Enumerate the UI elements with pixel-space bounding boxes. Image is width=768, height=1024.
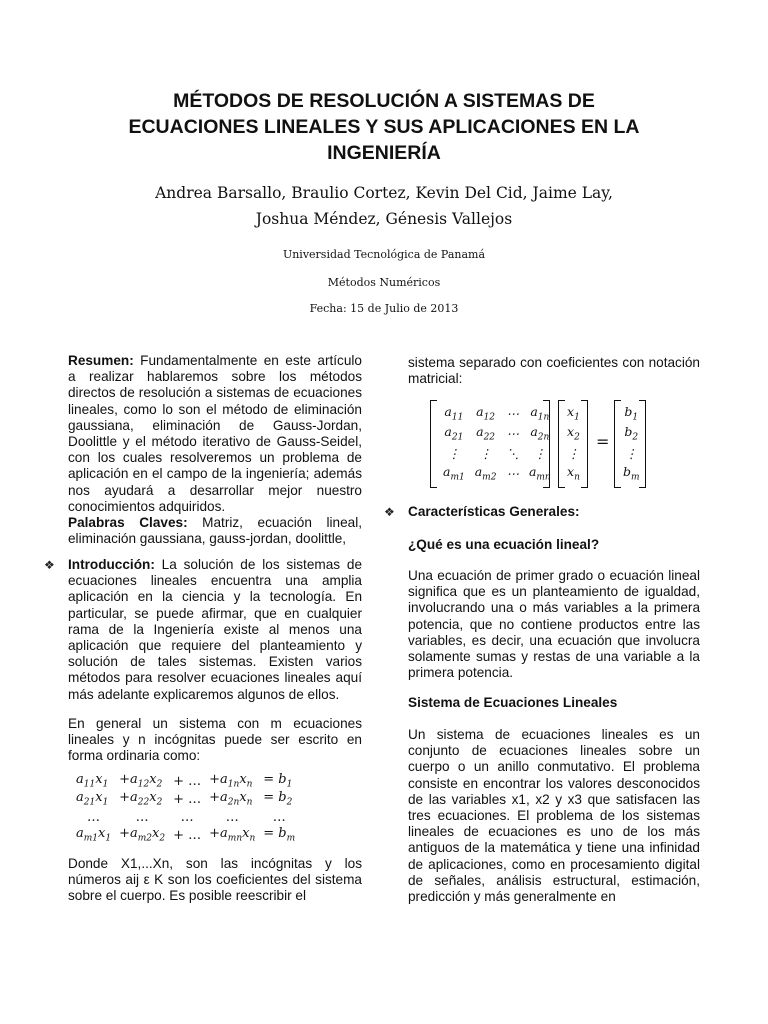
term: = $b_1$ — [263, 772, 293, 790]
abstract-label: Resumen: — [68, 353, 134, 368]
title-line: INGENIERÍA — [327, 142, 441, 164]
abstract-paragraph — [68, 353, 362, 547]
title-line: MÉTODOS DE RESOLUCIÓN A SISTEMAS DE — [173, 90, 595, 112]
question-heading: ¿Qué es una ecuación lineal? — [408, 537, 600, 552]
term: … — [225, 809, 239, 825]
intro-text: La solución de los sistemas de ecuaciones lineales encuentra una amplia aplicación en la ciencia y la tecnología. En particular, se puede afirmar, que en cualquier rama de la Ingeniería existe al menos una aplicación que requiere del planteamiento y solución de tales sistemas. Existen varios métodos para resolver ecuaciones lineales aquí más adelante explicaremos algunos de ellos. — [68, 557, 362, 702]
equation-system — [76, 772, 303, 844]
term: $a_{11}x_1$ — [76, 772, 109, 790]
after-equation-paragraph: Donde X1,...Xn, son las incógnitas y los números aij ε K son los coeficientes del sistema sobre el cuerpo. Es posible reescribir el — [68, 856, 362, 904]
author-list — [60, 180, 708, 232]
section-heading: Características Generales: — [408, 504, 580, 519]
authors-line: Joshua Méndez, Génesis Vallejos — [255, 210, 513, 228]
term: + … — [173, 791, 202, 807]
term: = $b_m$ — [263, 826, 296, 844]
characteristics-bullet-item — [384, 504, 700, 520]
term: … — [180, 809, 194, 825]
linear-definition-paragraph: Una ecuación de primer grado o ecuación lineal significa que es un planteamiento de igualdad, involucrando una o más variables a la primera potencia, que no contiene productos entre las variables, es decir, una ecuación que involucra solamente sumas y restas de una variable a la primera potencia. — [408, 568, 700, 681]
diamond-bullet-icon: ❖ — [44, 558, 55, 572]
linear-definition-block — [408, 568, 700, 681]
abstract — [68, 353, 362, 547]
university: Universidad Tecnológica de Panamá — [282, 248, 486, 261]
unknown-vector: $x_1$ $x_2$ ⋮ $x_n$ — [558, 400, 588, 488]
term: $+a_{12}x_2$ — [119, 772, 163, 790]
term: $+a_{2n}x_n$ — [209, 790, 253, 808]
general-paragraph: En general un sistema con m ecuaciones lineales y n incógnitas puede ser escrito en forma ordinaria como: — [68, 716, 362, 764]
system-text-block — [408, 727, 700, 905]
term: … — [272, 809, 286, 825]
term: … — [135, 809, 149, 825]
intro-paragraph — [68, 557, 362, 703]
continuation-paragraph: sistema separado con coeficientes con notación matricial: — [408, 355, 700, 387]
term: … — [87, 809, 101, 825]
term: $a_{21}x_1$ — [76, 790, 109, 808]
equation-row — [76, 772, 303, 790]
term: = $b_2$ — [263, 790, 293, 808]
term: $+a_{mn}x_n$ — [209, 826, 256, 844]
equation-row — [76, 790, 303, 808]
intro-bullet-item — [44, 557, 362, 703]
course-name: Métodos Numéricos — [327, 276, 441, 289]
coefficient-matrix: $a_{11}$ $a_{12}$ ⋯ $a_{1n}$ $a_{21}$ $a_{22}$ ⋯ $a_{2n}$ ⋮ ⋮ ⋱ ⋮ $a_{m1}$ $a_{m2}$ ⋯ $a_{mn}$ — [430, 400, 550, 488]
general-paragraph-block — [68, 716, 362, 765]
subsection-heading: Sistema de Ecuaciones Lineales — [408, 695, 618, 710]
system-paragraph: Un sistema de ecuaciones lineales es un conjunto de ecuaciones lineales sobre un cuerpo o un anillo conmutativo. El problema consiste en encontrar los valores desconocidos de las variables x1, x2 y x3 que satisfacen las tres ecuaciones. El problema de los sistemas lineales de ecuaciones es uno de los más antiguos de la matemática y tiene una infinidad de aplicaciones, como en procesamiento digital de señales, análisis estructural, estimación, predicción y más generalmente en — [408, 727, 700, 905]
keywords-text: Matriz, ecuación lineal, eliminación gaussiana, gauss-jordan, doolittle, — [68, 515, 362, 547]
authors-line: Andrea Barsallo, Braulio Cortez, Kevin Del Cid, Jaime Lay, — [155, 184, 613, 202]
paper-title — [60, 88, 708, 166]
constant-vector: $b_1$ $b_2$ ⋮ $b_m$ — [614, 400, 646, 488]
term: $+a_{22}x_2$ — [119, 790, 163, 808]
intro-label: Introducción: — [68, 557, 155, 572]
term: + … — [173, 773, 202, 789]
after-equation-block — [68, 856, 362, 905]
question-heading-block — [408, 537, 700, 553]
equation-row — [76, 826, 303, 844]
equation-row — [76, 808, 303, 826]
introduction-section — [44, 557, 362, 703]
system-heading-block — [408, 695, 700, 711]
term: + … — [173, 827, 202, 843]
date: Fecha: 15 de Julio de 2013 — [309, 302, 459, 315]
continuation-block — [408, 355, 700, 387]
term: $a_{m1}x_1$ — [76, 826, 112, 844]
term: $+a_{m2}x_2$ — [119, 826, 166, 844]
general-characteristics-section — [384, 504, 700, 520]
abstract-text: Fundamentalmente en este artículo a realizar hablaremos sobre los métodos directos de resolución a sistemas de ecuaciones lineales, como lo son el método de eliminación gaussiana, eliminación de Gauss-Jordan, Doolittle y el método iterativo de Gauss-Seidel, con los cuales resolveremos un problema de aplicación en el campo de la ingeniería; además nos ayudará a desarrollar mejor nuestro conocimientos adquiridos. — [68, 353, 362, 514]
term: $+a_{1n}x_n$ — [209, 772, 253, 790]
title-line: ECUACIONES LINEALES Y SUS APLICACIONES EN LA — [128, 116, 640, 138]
equals-sign: = — [596, 432, 610, 451]
keywords-label: Palabras Claves: — [68, 515, 188, 531]
diamond-bullet-icon: ❖ — [384, 505, 395, 519]
